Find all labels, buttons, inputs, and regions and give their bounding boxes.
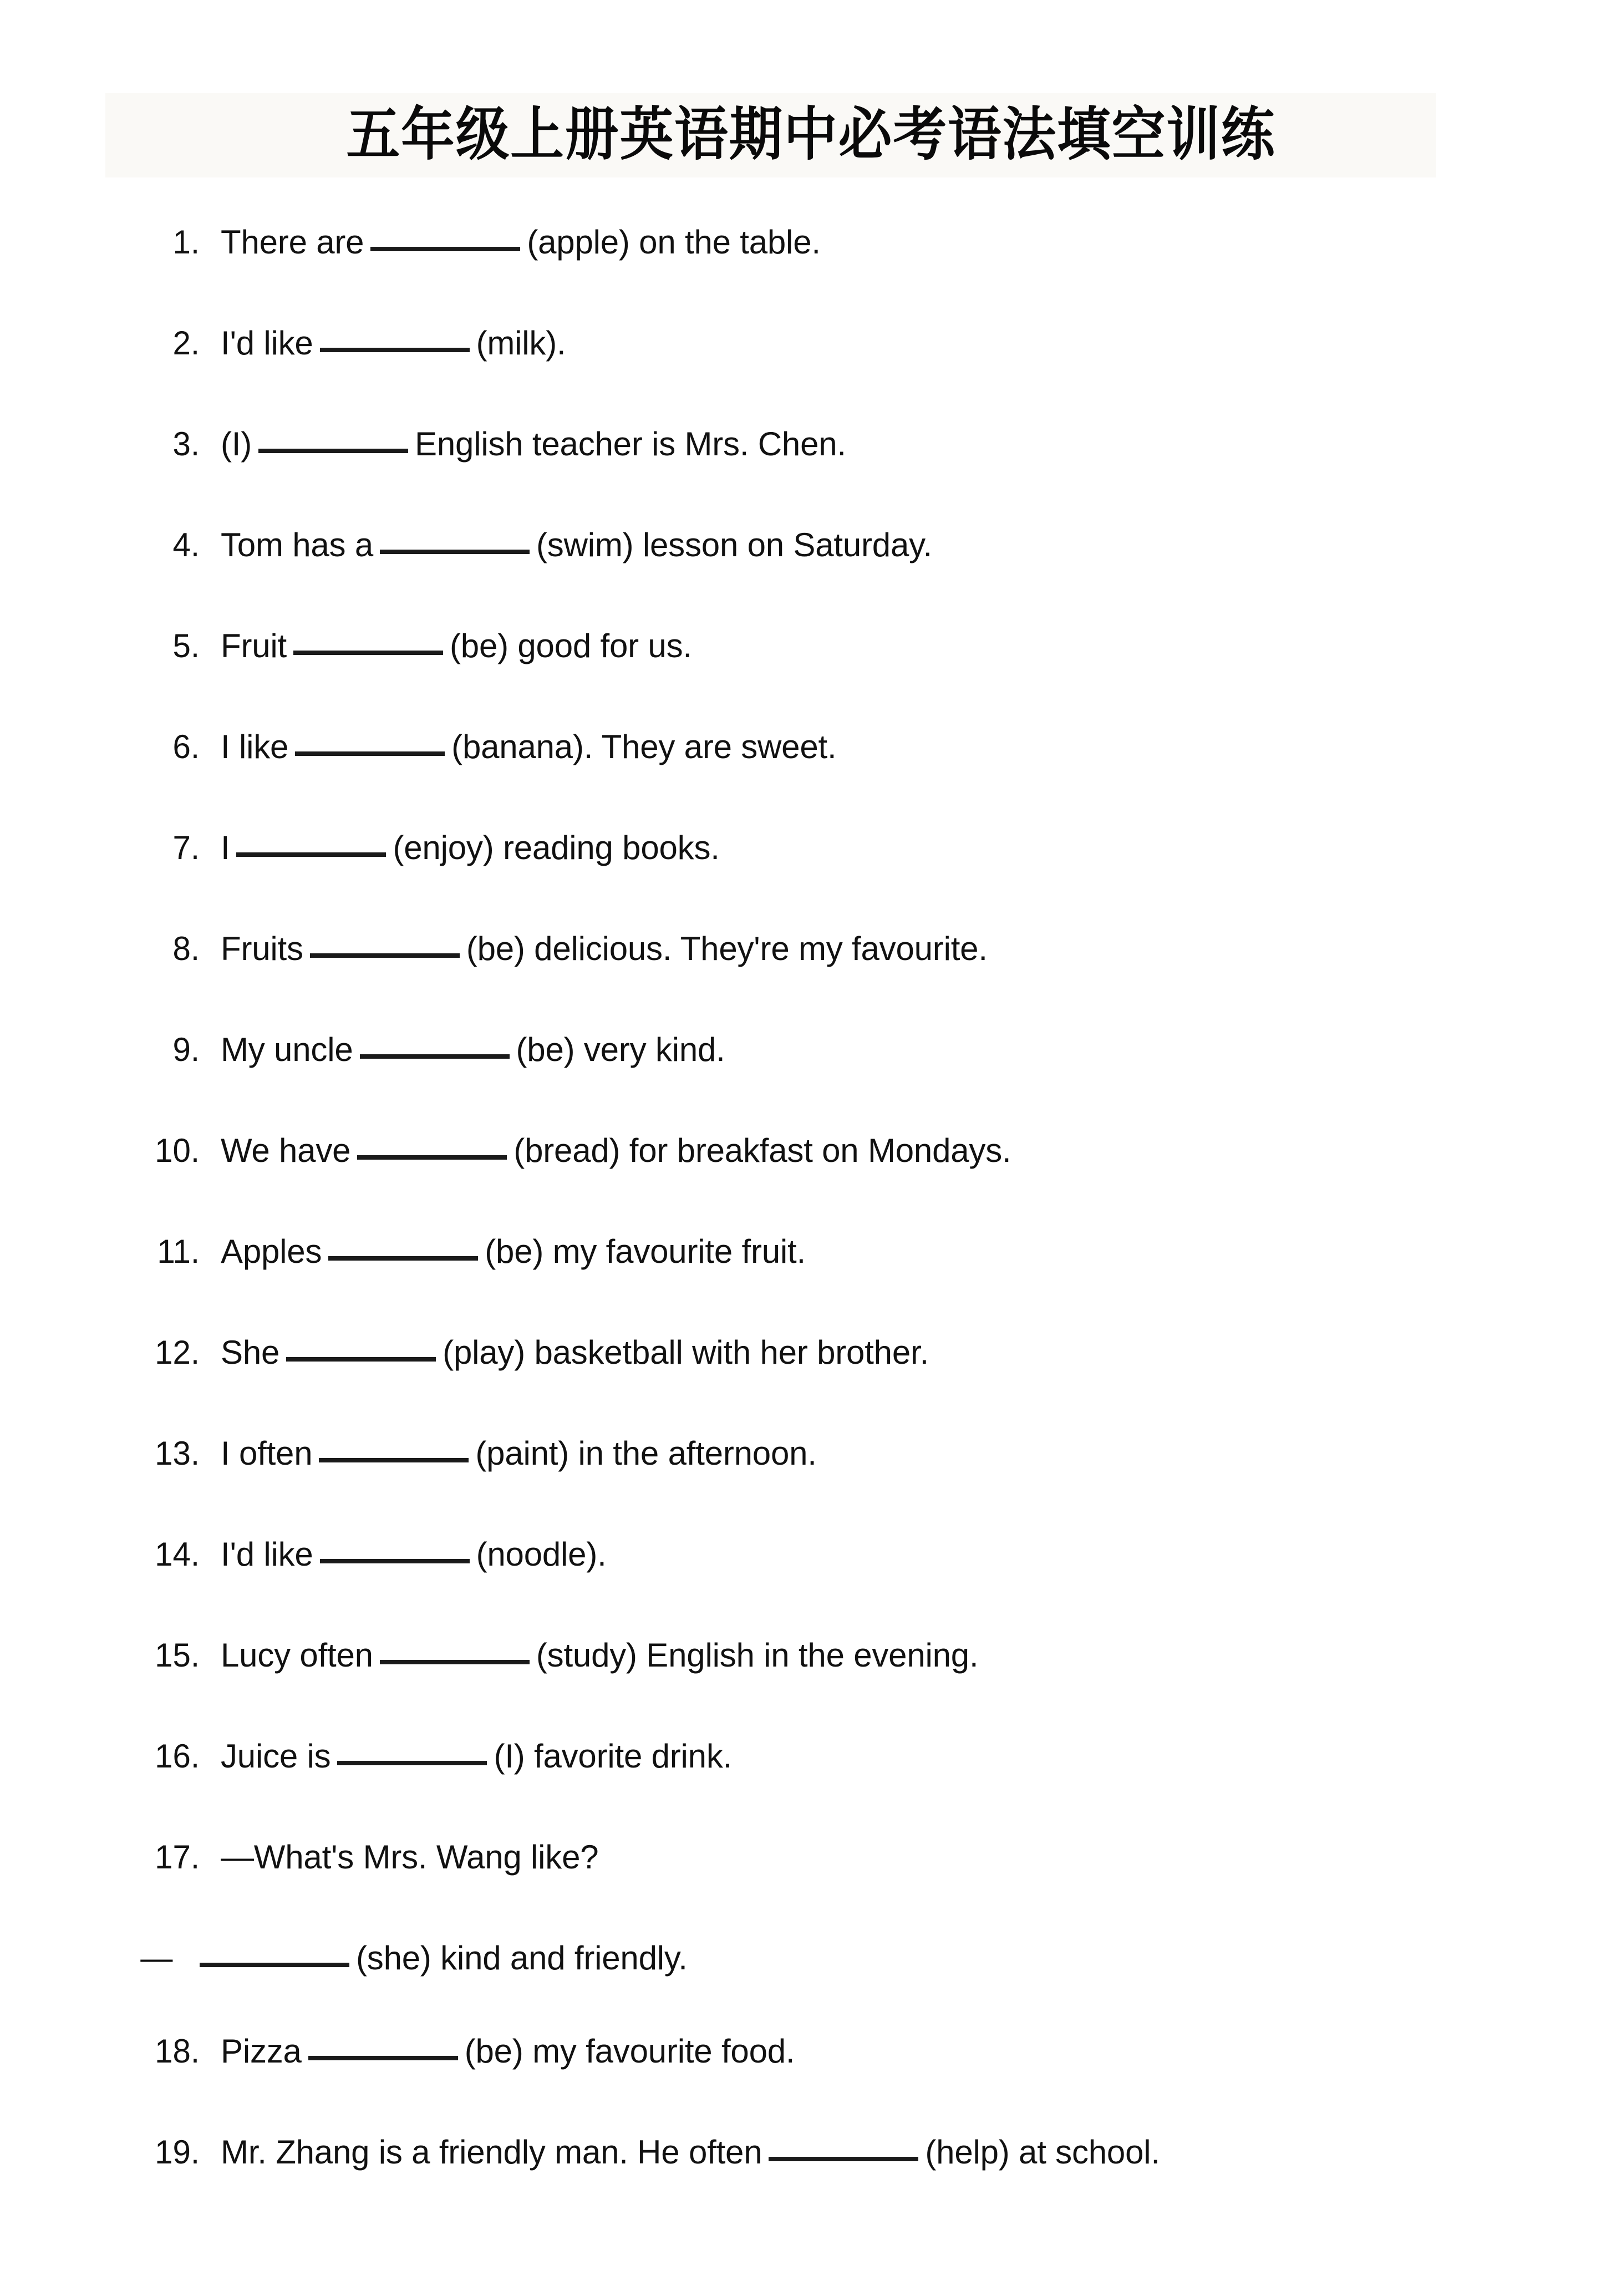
question-number: 14. (155, 1536, 200, 1573)
answer-blank[interactable] (769, 2157, 918, 2161)
answer-blank[interactable] (380, 550, 530, 554)
question-text-after-blank: (paint) in the afternoon. (475, 1435, 817, 1472)
answer-blank[interactable] (360, 1054, 510, 1059)
question-number: 19. (155, 2134, 200, 2171)
answer-blank[interactable] (319, 1458, 469, 1462)
question-text (200, 1837, 1622, 1877)
question-text (200, 323, 1622, 363)
question-text (200, 1332, 1622, 1373)
question-text-after-blank: (noodle). (476, 1536, 607, 1573)
answer-blank[interactable] (236, 852, 386, 857)
question-text-after-blank: English teacher is Mrs. Chen. (415, 425, 846, 463)
question-text (200, 1029, 1622, 1070)
question-text-before-blank: We have (221, 1132, 351, 1169)
question-row (0, 1332, 1622, 1433)
answer-blank[interactable] (200, 1963, 349, 1967)
question-number: 15. (155, 1637, 200, 1674)
question-text-before-blank: My uncle (221, 1031, 353, 1068)
question-number: 2. (172, 324, 200, 362)
answer-blank[interactable] (293, 651, 443, 655)
question-row (0, 1736, 1622, 1837)
page-title: 五年级上册英语期中必考语法填空训练 (346, 100, 1276, 168)
question-number: 8. (172, 930, 200, 967)
answer-blank[interactable] (320, 1559, 470, 1563)
question-number: 7. (172, 829, 200, 866)
question-text-after-blank: (study) English in the evening. (536, 1637, 979, 1674)
question-text (200, 1736, 1622, 1776)
question-text-after-blank: (be) my favourite fruit. (485, 1233, 806, 1270)
answer-blank[interactable] (308, 2056, 458, 2060)
question-text-after-blank: (banana). They are sweet. (451, 728, 837, 765)
question-text (200, 928, 1622, 969)
question-text-before-blank: She (221, 1334, 280, 1371)
question-text-after-blank: (swim) lesson on Saturday. (536, 526, 932, 563)
question-text-before-blank: There are (221, 223, 364, 261)
question-text (200, 626, 1622, 666)
question-row (0, 1433, 1622, 1534)
question-number: 9. (172, 1031, 200, 1068)
answer-blank[interactable] (380, 1660, 530, 1664)
question-text (200, 827, 1622, 868)
question-number: 13. (155, 1435, 200, 1472)
question-text (200, 1433, 1622, 1474)
question-text (200, 525, 1622, 565)
question-row (0, 1837, 1622, 1938)
question-row (0, 1130, 1622, 1231)
question-number: 5. (172, 627, 200, 664)
question-list (0, 222, 1622, 2233)
question-number: 18. (155, 2033, 200, 2070)
question-text-after-blank: (apple) on the table. (527, 223, 821, 261)
question-text-before-blank: Mr. Zhang is a friendly man. He often (221, 2134, 762, 2171)
question-text-before-blank: Fruits (221, 930, 303, 967)
question-row (0, 525, 1622, 626)
question-text-after-blank: (be) good for us. (450, 627, 692, 664)
question-text (200, 1130, 1622, 1171)
question-number: 6. (172, 728, 200, 765)
question-row (0, 2031, 1622, 2132)
question-text-after-blank: (milk). (476, 324, 566, 362)
answer-text-after-blank: (she) kind and friendly. (356, 1939, 688, 1977)
question-row (0, 1534, 1622, 1635)
question-row (0, 727, 1622, 827)
answer-blank[interactable] (328, 1256, 478, 1261)
question-text-after-blank: (be) very kind. (516, 1031, 725, 1068)
question-row (0, 626, 1622, 727)
question-number: 3. (172, 425, 200, 463)
question-number: 11. (157, 1233, 200, 1270)
question-text (200, 727, 1622, 767)
question-row (0, 1029, 1622, 1130)
answer-blank[interactable] (310, 953, 460, 958)
question-text-before-blank: I often (221, 1435, 313, 1472)
question-text (200, 222, 1622, 262)
question-row (0, 424, 1622, 525)
question-number: 4. (172, 526, 200, 563)
question-row (0, 1635, 1622, 1736)
answer-blank[interactable] (337, 1761, 487, 1765)
question-text-after-blank: (enjoy) reading books. (393, 829, 720, 866)
question-text-before-blank: Tom has a (221, 526, 373, 563)
answer-blank[interactable] (295, 751, 445, 756)
answer-text (200, 1938, 1622, 1978)
question-text-before-blank: I'd like (221, 324, 313, 362)
question-row (0, 323, 1622, 424)
question-row (0, 827, 1622, 928)
question-text-before-blank: I'd like (221, 1536, 313, 1573)
answer-blank[interactable] (370, 247, 520, 251)
answer-blank[interactable] (320, 348, 470, 352)
question-text (200, 1534, 1622, 1574)
question-text-before-blank: Pizza (221, 2033, 302, 2070)
answer-blank[interactable] (258, 449, 408, 453)
question-text-before-blank: (I) (221, 425, 252, 463)
question-text-before-blank: Lucy often (221, 1637, 373, 1674)
question-number: 10. (155, 1132, 200, 1169)
question-text-before-blank: Apples (221, 1233, 322, 1270)
question-text-before-blank: Juice is (221, 1738, 331, 1775)
question-number: 12. (155, 1334, 200, 1371)
question-text (200, 1231, 1622, 1272)
question-row (0, 2132, 1622, 2233)
question-text (200, 2031, 1622, 2071)
question-number: 17. (155, 1838, 200, 1876)
question-row (0, 928, 1622, 1029)
question-text-before-blank: I like (221, 728, 289, 765)
question-text-after-blank: (help) at school. (925, 2134, 1160, 2171)
question-number: 1. (172, 223, 200, 261)
question-text-before-blank: —What's Mrs. Wang like? (221, 1838, 599, 1876)
question-number: 16. (155, 1738, 200, 1775)
question-text-before-blank: Fruit (221, 627, 287, 664)
answer-blank[interactable] (357, 1155, 507, 1160)
answer-blank[interactable] (286, 1357, 436, 1362)
question-text-after-blank: (bread) for breakfast on Mondays. (513, 1132, 1011, 1169)
question-text-after-blank: (play) basketball with her brother. (443, 1334, 929, 1371)
question-text-after-blank: (be) delicious. They're my favourite. (466, 930, 988, 967)
question-text (200, 1635, 1622, 1675)
answer-dash: — (140, 1939, 173, 1977)
question-row (0, 1231, 1622, 1332)
question-text (200, 2132, 1622, 2172)
question-text-after-blank: (be) my favourite food. (464, 2033, 795, 2070)
question-row (0, 222, 1622, 323)
question-text-after-blank: (I) favorite drink. (494, 1738, 733, 1775)
question-text-before-blank: I (221, 829, 230, 866)
question-text (200, 424, 1622, 464)
question-answer-row (0, 1938, 1622, 2031)
